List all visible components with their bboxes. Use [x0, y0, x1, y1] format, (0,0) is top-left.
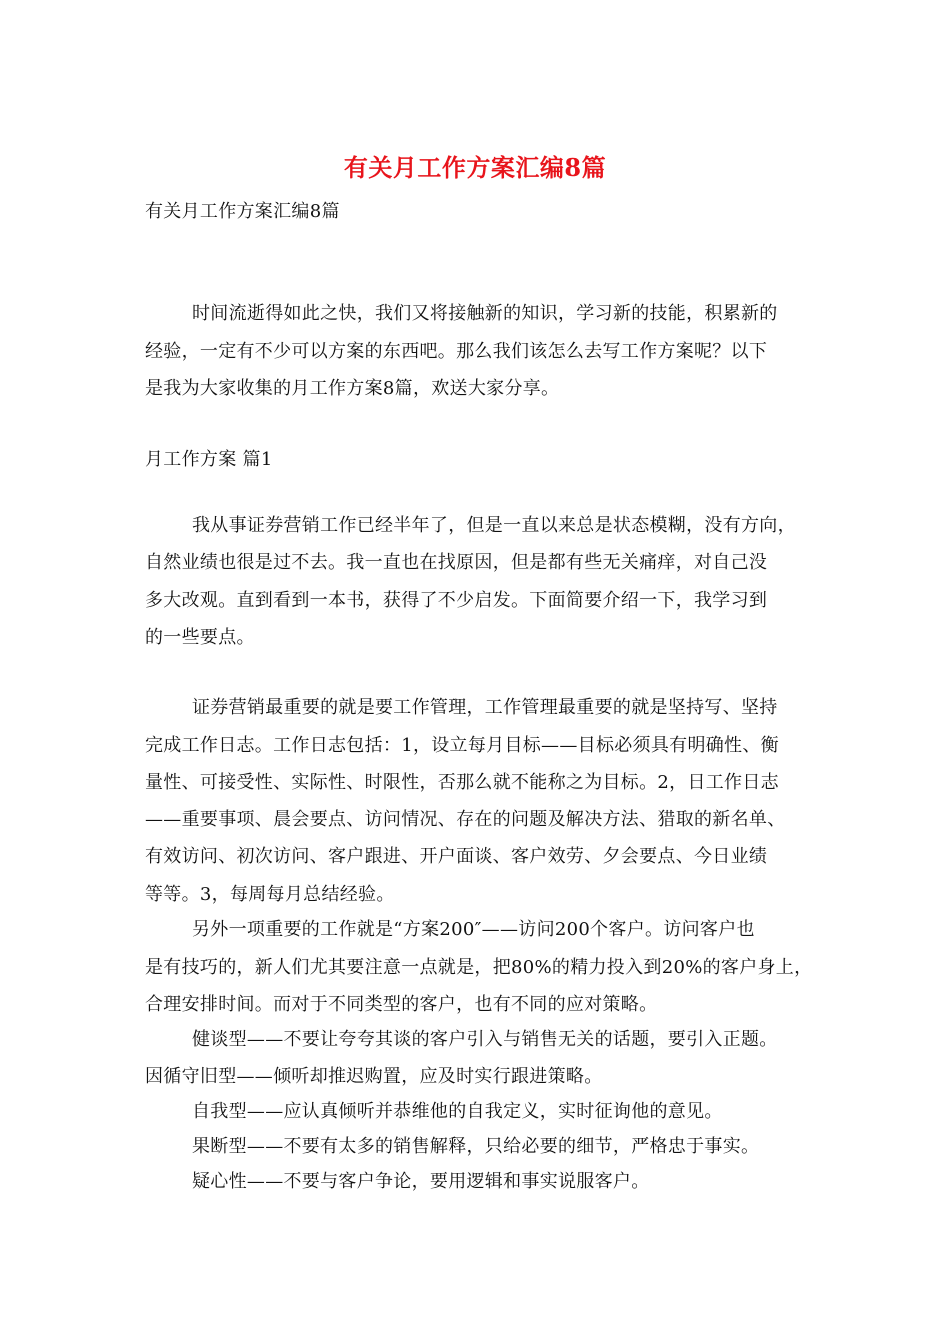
type-line: 疑心性——不要与客户争论，要用逻辑和事实说服客户。	[192, 1171, 650, 1192]
paragraph-line: 量性、可接受性、实际性、时限性，否那么就不能称之为目标。2，日工作日志	[145, 772, 779, 793]
paragraph-line: 是有技巧的，新人们尤其要注意一点就是，把80%的精力投入到20%的客户身上，	[145, 957, 813, 978]
paragraph-line: ——重要事项、晨会要点、访问情况、存在的问题及解决方法、猎取的新名单、	[145, 809, 786, 830]
type-line: 果断型——不要有太多的销售解释，只给必要的细节，严格忠于事实。	[192, 1136, 760, 1157]
intro-line: 是我为大家收集的月工作方案8篇，欢送大家分享。	[145, 378, 560, 399]
paragraph-line: 有效访问、初次访问、客户跟进、开户面谈、客户效劳、夕会要点、今日业绩	[145, 846, 768, 867]
paragraph-line: 健谈型——不要让夸夸其谈的客户引入与销售无关的话题，要引入正题。	[192, 1029, 778, 1050]
paragraph-line: 自然业绩也很是过不去。我一直也在找原因，但是都有些无关痛痒，对自己没	[145, 552, 768, 573]
intro-line: 时间流逝得如此之快，我们又将接触新的知识，学习新的技能，积累新的	[192, 303, 778, 324]
paragraph-line: 完成工作日志。工作日志包括：1，设立每月目标——目标必须具有明确性、衡	[145, 735, 779, 756]
section-heading: 月工作方案 篇1	[145, 449, 273, 470]
type-line: 自我型——应认真倾听并恭维他的自我定义，实时征询他的意见。	[192, 1101, 723, 1122]
paragraph-line: 证券营销最重要的就是要工作管理，工作管理最重要的就是坚持写、坚持	[192, 697, 778, 718]
paragraph-line: 因循守旧型——倾听却推迟购置，应及时实行跟进策略。	[145, 1066, 603, 1087]
paragraph-line: 我从事证券营销工作已经半年了，但是一直以来总是状态模糊，没有方向，	[192, 515, 796, 536]
intro-line: 经验，一定有不少可以方案的东西吧。那么我们该怎么去写工作方案呢？以下	[145, 341, 768, 362]
document-subtitle: 有关月工作方案汇编8篇	[145, 201, 340, 222]
paragraph-line: 多大改观。直到看到一本书，获得了不少启发。下面简要介绍一下，我学习到	[145, 590, 768, 611]
paragraph-line: 另外一项重要的工作就是“方案200″——访问200个客户。访问客户也	[192, 919, 755, 940]
paragraph-line: 的一些要点。	[145, 627, 255, 648]
document-title: 有关月工作方案汇编8篇	[343, 153, 607, 182]
paragraph-line: 合理安排时间。而对于不同类型的客户，也有不同的应对策略。	[145, 994, 658, 1015]
paragraph-line: 等等。3，每周每月总结经验。	[145, 884, 395, 905]
